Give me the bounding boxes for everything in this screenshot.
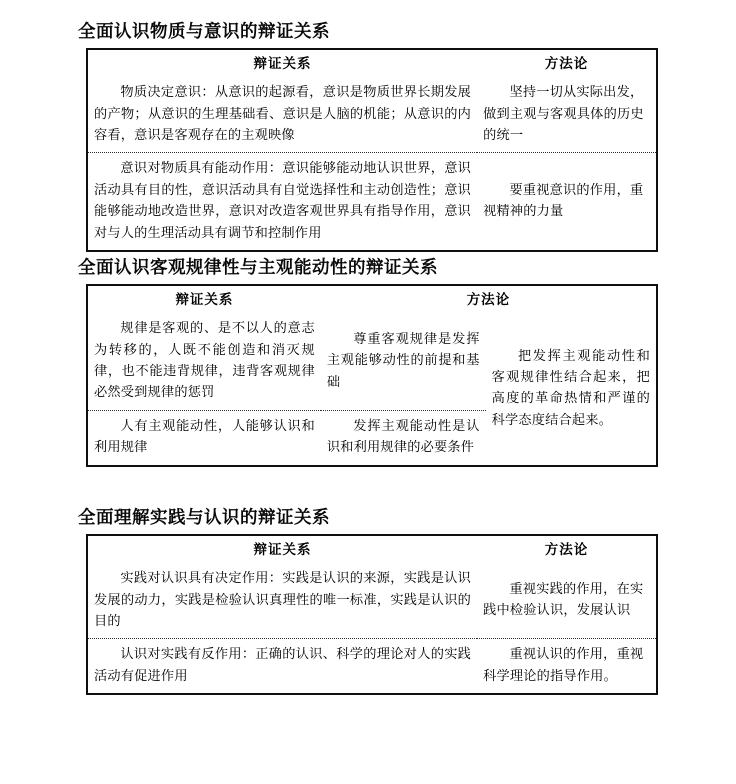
cell-relation (88, 563, 477, 639)
table-matter-consciousness (88, 50, 656, 250)
cell-text: 重视认识的作用，重视科学理论的指导作用。 (483, 647, 644, 684)
table-row (88, 77, 656, 153)
column-header-method: 方法论 (466, 292, 511, 309)
table-wrapper-3 (0, 534, 736, 695)
table-practice-cognition (88, 536, 656, 693)
cell-relation (88, 313, 321, 410)
cell-text: 坚持一切从实际出发，做到主观与客观具体的历史的统一 (483, 85, 644, 144)
table-objective-law (88, 286, 656, 464)
section-practice-cognition (0, 508, 736, 695)
cell-method (477, 639, 656, 693)
table-frame-1 (86, 48, 658, 252)
cell-text: 物质决定意识：从意识的起源看，意识是物质世界长期发展的产物；从意识的生理基础看、意识是人脑的机能；从意识的内容看，意识是客观存在的主观映像 (94, 85, 472, 144)
cell-relation (88, 410, 321, 464)
cell-text: 把发挥主观能动性和客观规律性结合起来，把高度的革命热情和严谨的科学态度结合起来。 (491, 348, 650, 428)
column-header-method: 方法论 (544, 542, 589, 559)
column-header-relation: 辩证关系 (175, 292, 234, 309)
section-heading-1: 全面认识物质与意识的辩证关系 (78, 22, 330, 42)
table-wrapper-2 (0, 284, 736, 466)
cell-method-sub (321, 410, 486, 464)
section-objective-law-subjective-initiative (0, 258, 736, 467)
cell-method (477, 563, 656, 639)
cell-text: 发挥主观能动性是认识和利用规律的必要条件 (326, 418, 480, 456)
column-header-relation: 辩证关系 (253, 542, 312, 559)
cell-relation (88, 77, 477, 153)
table-row (88, 313, 656, 410)
cell-method-merged (486, 313, 656, 464)
cell-method (477, 153, 656, 250)
column-header-method: 方法论 (544, 56, 589, 73)
cell-relation (88, 639, 477, 693)
section-matter-consciousness (0, 22, 736, 252)
table-header-row (88, 50, 656, 77)
cell-text: 意识对物质具有能动作用：意识能够能动地认识世界，意识活动具有目的性，意识活动具有自觉选择性和主动创造性；意识能够能动地改造世界，意识对改造客观世界具有指导作用，意识对与人的生理活动具有调节和控制作用 (94, 161, 472, 241)
table-row (88, 639, 656, 693)
cell-method-sub (321, 313, 486, 410)
cell-text: 实践对认识具有决定作用：实践是认识的来源，实践是认识发展的动力，实践是检验认识真理性的唯一标准，实践是认识的目的 (94, 571, 472, 630)
table-wrapper-1 (0, 48, 736, 252)
cell-text: 尊重客观规律是发挥主观能够动性的前提和基础 (326, 332, 480, 390)
cell-text: 认识对实践有反作用：正确的认识、科学的理论对人的实践活动有促进作用 (94, 647, 472, 684)
cell-text: 要重视意识的作用，重视精神的力量 (483, 182, 644, 220)
table-row (88, 153, 656, 250)
section-heading-3: 全面理解实践与认识的辩证关系 (78, 508, 330, 528)
cell-text: 人有主观能动性，人能够认识和利用规律 (94, 418, 315, 456)
table-row (88, 563, 656, 639)
section-heading-2: 全面认识客观规律性与主观能动性的辩证关系 (78, 258, 438, 278)
table-header-row (88, 536, 656, 563)
cell-method (477, 77, 656, 153)
table-frame-2 (86, 284, 658, 466)
table-frame-3 (86, 534, 658, 695)
cell-relation (88, 153, 477, 250)
column-header-relation: 辩证关系 (253, 56, 312, 73)
cell-text: 规律是客观的、是不以人的意志为转移的，人既不能创造和消灭规律，也不能违背规律，违背客观规律必然受到规律的惩罚 (94, 321, 315, 401)
table-header-row (88, 286, 656, 313)
cell-text: 重视实践的作用，在实践中检验认识，发展认识 (483, 582, 644, 619)
